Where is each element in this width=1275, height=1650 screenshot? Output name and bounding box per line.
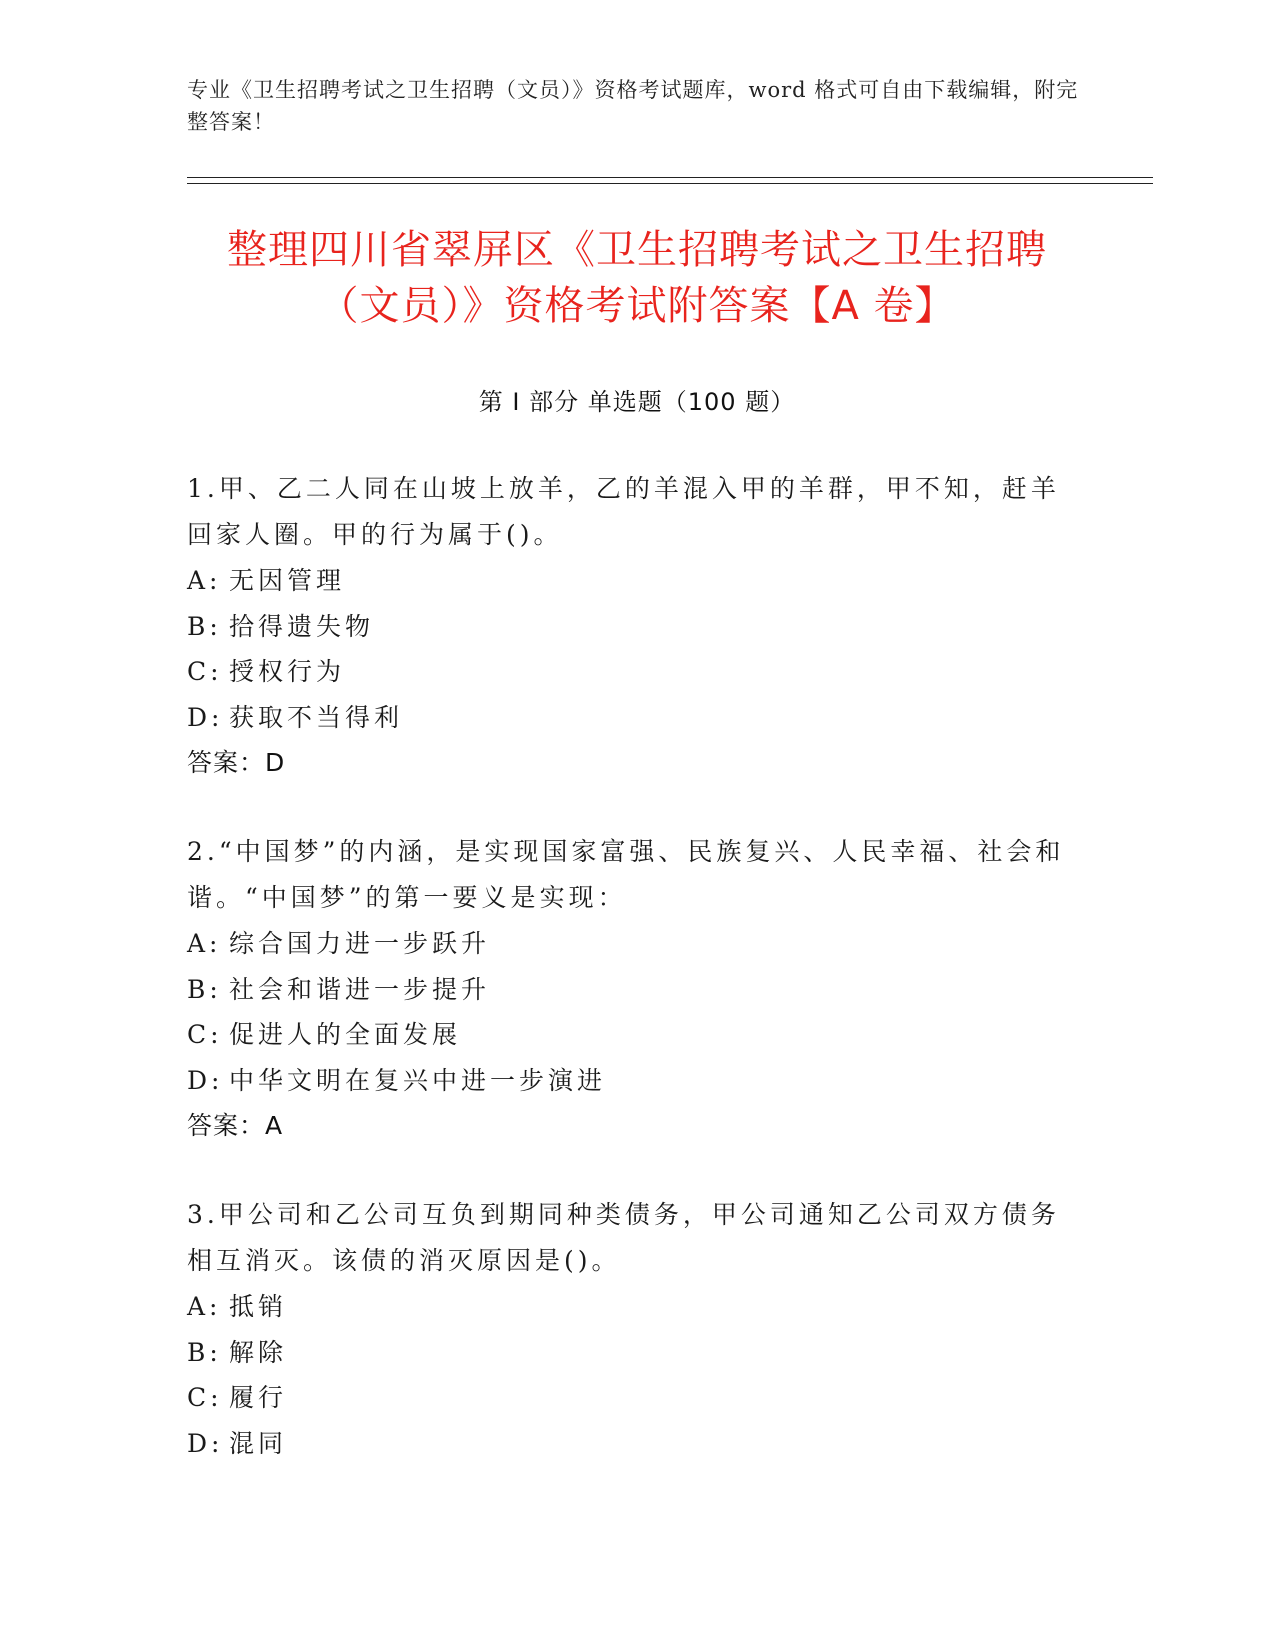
option-c — [187, 649, 1067, 695]
option-d — [187, 1058, 1067, 1104]
question-stem: 1.甲、乙二人同在山坡上放羊，乙的羊混入甲的羊群，甲不知，赶羊回家人圈。甲的行为属于()。 — [187, 474, 1060, 549]
option-text: 抵销 — [229, 1292, 288, 1321]
option-letter: A: — [187, 929, 222, 958]
option-letter: B: — [187, 974, 222, 1004]
option-b — [187, 967, 1067, 1013]
option-letter: A: — [187, 1292, 222, 1321]
option-d — [187, 695, 1067, 741]
question-3 — [187, 1192, 1067, 1466]
option-c — [187, 1375, 1067, 1421]
option-letter: B: — [187, 611, 222, 641]
option-letter: D: — [187, 1428, 224, 1458]
header-divider-bottom — [187, 183, 1153, 184]
header-divider-top — [187, 177, 1153, 178]
option-c — [187, 1012, 1067, 1058]
option-text: 促进人的全面发展 — [229, 1020, 462, 1049]
option-letter: D: — [187, 1065, 224, 1095]
option-letter: D: — [187, 702, 224, 732]
option-b — [187, 604, 1067, 650]
question-2 — [187, 829, 1067, 1149]
section-title: 第 I 部分 单选题（100 题） — [478, 388, 796, 416]
option-a — [187, 1284, 1067, 1330]
option-b — [187, 1330, 1067, 1376]
option-text: 履行 — [229, 1383, 288, 1412]
option-letter: B: — [187, 1337, 222, 1367]
option-a — [187, 558, 1067, 604]
answer-line: 答案：D — [187, 748, 286, 777]
option-text: 无因管理 — [229, 566, 346, 595]
option-text: 解除 — [229, 1337, 288, 1367]
option-d — [187, 1421, 1067, 1467]
option-letter: C: — [187, 1020, 223, 1049]
option-text: 社会和谐进一步提升 — [229, 974, 491, 1004]
option-text: 授权行为 — [229, 657, 346, 686]
option-letter: C: — [187, 1383, 223, 1412]
answer-line: 答案：A — [187, 1111, 284, 1140]
question-stem: 3.甲公司和乙公司互负到期同种类债务，甲公司通知乙公司双方债务相互消灭。该债的消灭原因是()。 — [187, 1200, 1060, 1275]
header-note: 专业《卫生招聘考试之卫生招聘（文员）》资格考试题库，word 格式可自由下载编辑，附完整答案！ — [187, 78, 1079, 134]
document-title: 整理四川省翠屏区《卫生招聘考试之卫生招聘（文员）》资格考试附答案【A 卷】 — [227, 227, 1047, 329]
option-text: 获取不当得利 — [229, 702, 404, 732]
option-text: 混同 — [229, 1428, 288, 1458]
option-text: 综合国力进一步跃升 — [229, 929, 491, 958]
option-letter: C: — [187, 657, 223, 686]
question-1 — [187, 466, 1067, 786]
option-a — [187, 921, 1067, 967]
option-letter: A: — [187, 566, 222, 595]
option-text: 拾得遗失物 — [229, 611, 375, 641]
option-text: 中华文明在复兴中进一步演进 — [229, 1065, 607, 1095]
question-stem: 2.“中国梦”的内涵，是实现国家富强、民族复兴、人民幸福、社会和谐。“中国梦”的第一要义是实现： — [187, 837, 1065, 912]
